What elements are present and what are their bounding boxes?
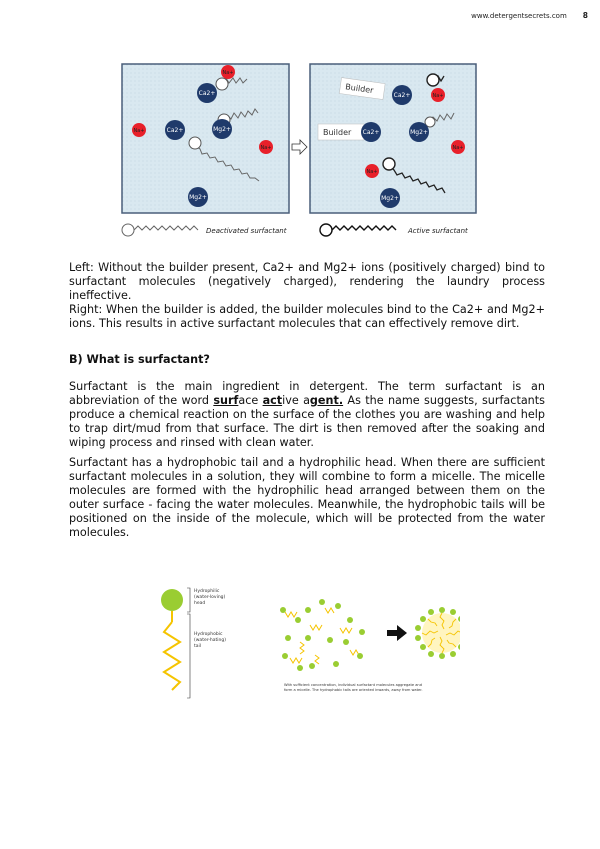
hydrophobic-tail-icon (164, 622, 180, 690)
paragraph-left: Left: Without the builder present, Ca2+ and Mg2+ ions (positively charged) bind to surfactant molecules (negatively charged), rendering the laundry process ineffective. (69, 261, 545, 302)
ion-label: Ca2+ (198, 90, 216, 97)
svg-text:Na+: Na+ (452, 145, 464, 151)
builder-figure (118, 60, 496, 245)
svg-text:Na+: Na+ (432, 93, 444, 99)
svg-text:Mg2+: Mg2+ (381, 195, 399, 202)
svg-text:Na+: Na+ (222, 70, 234, 76)
svg-text:Ca2+: Ca2+ (393, 92, 411, 99)
ion-label: Mg2+ (189, 194, 207, 201)
site-url: www.detergentsecrets.com (471, 12, 567, 20)
ion-label: Mg2+ (213, 126, 231, 133)
paragraph-right: Right: When the builder is added, the builder molecules bind to the Ca2+ and Mg2+ ions. This results in active surfactant molecules that can effectively remove dirt. (69, 303, 545, 330)
svg-text:Ca2+: Ca2+ (362, 129, 380, 136)
micelle-figure (150, 580, 460, 710)
legend-active: Active surfactant (408, 227, 468, 235)
page-header (471, 11, 588, 20)
svg-text:Builder: Builder (323, 128, 352, 137)
svg-text:Builder: Builder (344, 82, 374, 96)
arrow-icon (292, 140, 307, 154)
section-heading: B) What is surfactant? (69, 353, 210, 366)
figure-legend (122, 224, 468, 236)
paragraph-surfactant-definition: Surfactant is the main ingredient in detergent. The term surfactant is an abbreviation of the word surface active agent. As the name suggests, surfactants produce a chemical reaction on the surface of the clothes you are washing and help to trap dirt/mud from that surface. The dirt is then removed after the soaking and wiping process and rinsed with clean water. (69, 380, 545, 449)
ion-label: Ca2+ (166, 127, 184, 134)
scattered-surfactants (285, 608, 359, 664)
hydrophilic-head-icon (161, 589, 183, 611)
figure-caption: With sufficient concentration, individual surfactant molecules aggregate and form a micelle. The hydrophobic tails are oriented inwards, away from water. (284, 683, 423, 692)
micelle (415, 607, 460, 659)
svg-text:Na+: Na+ (366, 169, 378, 175)
svg-text:Mg2+: Mg2+ (410, 129, 428, 136)
legend-deactivated: Deactivated surfactant (206, 227, 287, 235)
scattered-heads (280, 599, 365, 671)
svg-text:Na+: Na+ (260, 145, 272, 151)
page-number: 8 (582, 11, 588, 20)
head-label: Hydrophilic (water-loving) head (194, 589, 226, 606)
paragraph-micelle: Surfactant has a hydrophobic tail and a hydrophilic head. When there are sufficient surfactant molecules in a solution, they will combine to form a micelle. The micelle molecules are formed with the hydrophilic head arranged between them on the outer surface - facing the water molecules. Meanwhile, the hydrophobic tails will be positioned on the inside of the molecule, which will be protected from the water molecules. (69, 456, 545, 539)
tail-label: Hydrophobic (water-hating) tail (194, 632, 227, 649)
svg-text:Na+: Na+ (133, 128, 145, 134)
right-arrow-icon (387, 625, 407, 641)
